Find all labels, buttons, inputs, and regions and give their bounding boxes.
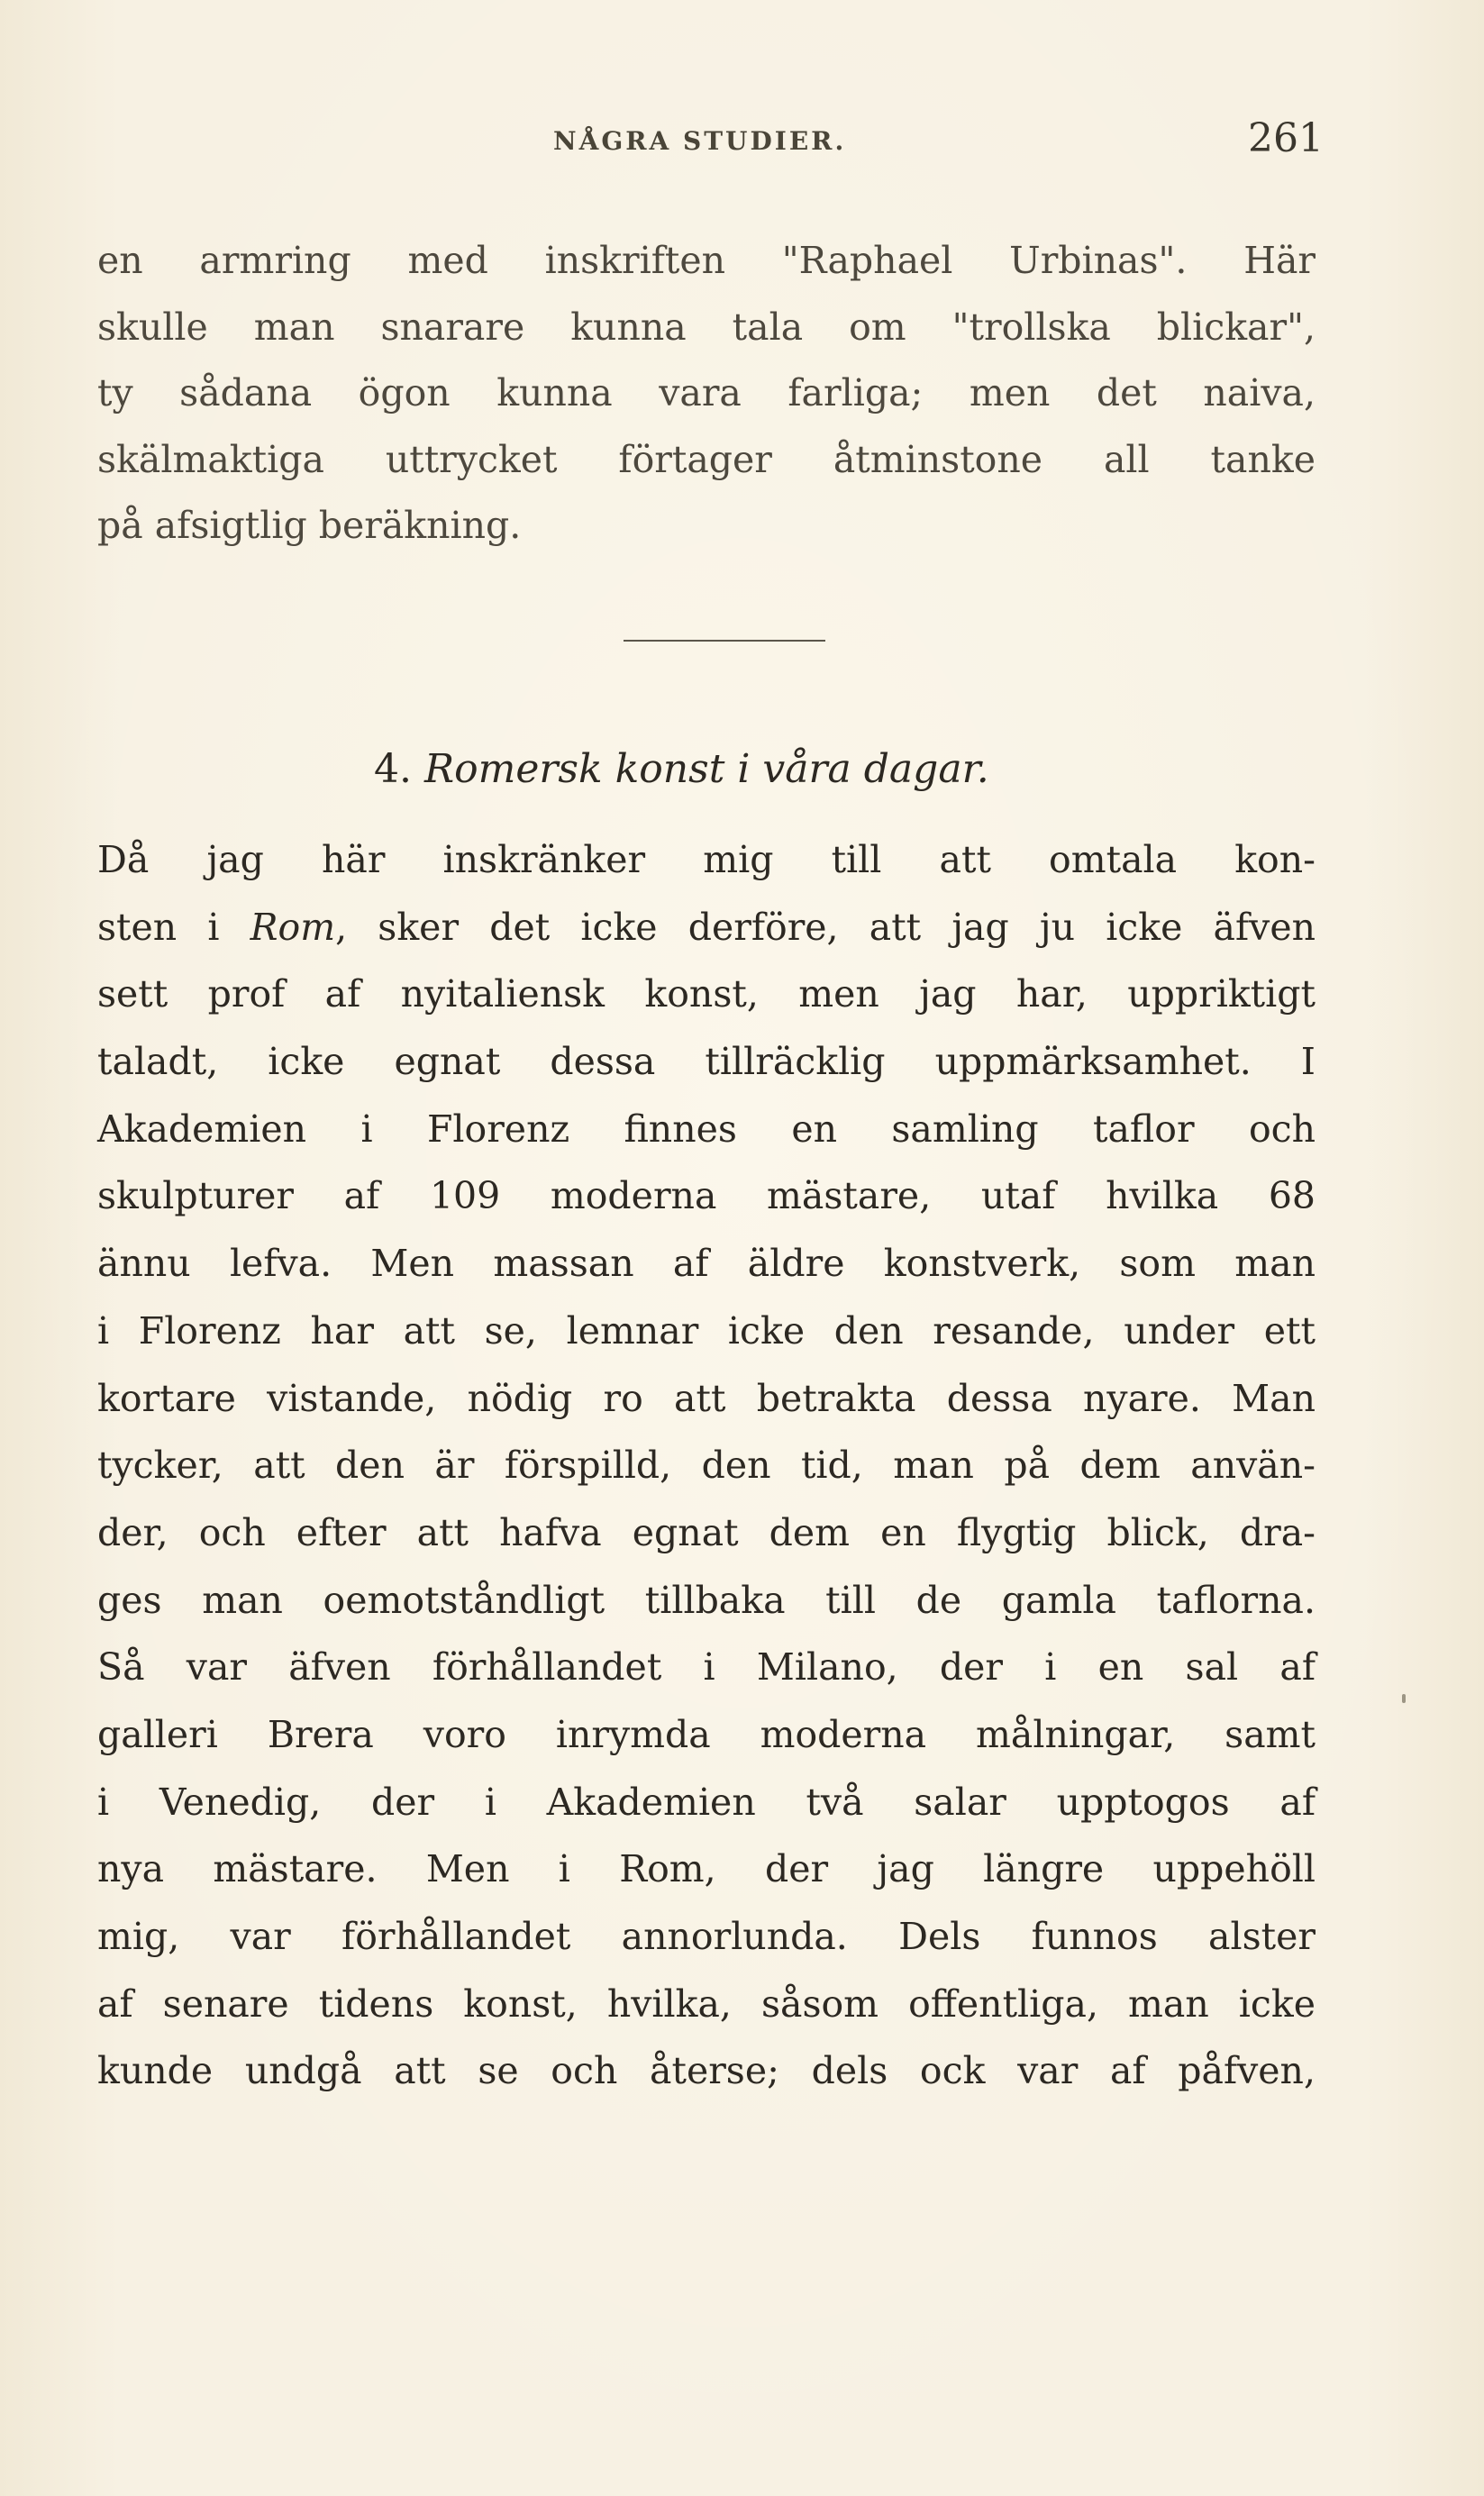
paragraph-1-line: en armring med inskriften "Raphael Urbinas". Här: [97, 239, 1316, 282]
paragraph-2-line: mig, var förhållandet annorlunda. Dels funnos alster: [97, 1915, 1316, 1958]
paragraph-2-line: der, och efter att hafva egnat dem en flygtig blick, dra-: [97, 1510, 1316, 1554]
paragraph-2-line: Akademien i Florenz finnes en samling taflor och: [97, 1107, 1316, 1151]
paragraph-2-line: sett prof af nyitaliensk konst, men jag har, uppriktigt: [97, 972, 1316, 1016]
paragraph-2-line: Så var äfven förhållandet i Milano, der i en sal af: [97, 1645, 1316, 1690]
paragraph-2-line: galleri Brera voro inrymda moderna målningar, samt: [97, 1712, 1316, 1756]
paragraph-2-line: af senare tidens konst, hvilka, såsom offentliga, man icke: [97, 1981, 1316, 2026]
paragraph-2-line: kortare vistande, nödig ro att betrakta dessa nyare. Man: [97, 1376, 1316, 1420]
page-number: 261: [1248, 115, 1324, 161]
paragraph-2-line-with-italic: [97, 895, 1316, 962]
paragraph-2-line: nya mästare. Men i Rom, der jag längre uppehöll: [97, 1847, 1316, 1891]
paragraph-2-line: ges man oemotståndligt tillbaka till de gamla taflorna.: [97, 1578, 1316, 1622]
line-text: , sker det icke derföre, att jag ju icke äfven: [335, 905, 1316, 949]
paragraph-2-line: kunde undgå att se och återse; dels ock var af påfven,: [97, 2049, 1316, 2093]
paragraph-2-line: tycker, att den är förspilld, den tid, man på dem använ-: [97, 1444, 1316, 1488]
paragraph-2-line: i Florenz har att se, lemnar icke den resande, under ett: [97, 1308, 1316, 1353]
paragraph-2-line: Då jag här inskränker mig till att omtala kon-: [97, 838, 1316, 881]
paragraph-1-line: skulle man snarare kunna tala om "trollska blickar",: [97, 305, 1316, 349]
paragraph-2-line: taladt, icke egnat dessa tillräcklig uppmärksamhet. I: [97, 1040, 1316, 1084]
paragraph-1: [97, 228, 1316, 560]
paragraph-1-line: på afsigtlig beräkning.: [97, 504, 522, 548]
paragraph-1-line: skälmaktiga uttrycket förtager åtminstone all tanke: [97, 437, 1316, 481]
section-divider: [624, 640, 825, 642]
paragraph-2-line: ännu lefva. Men massan af äldre konstverk, som man: [97, 1242, 1316, 1286]
section-number: 4.: [374, 746, 412, 792]
italic-place-name: Rom: [250, 905, 336, 949]
paper-speck: [1402, 1694, 1406, 1703]
paragraph-2: [97, 827, 1316, 2106]
line-text: sten i: [97, 905, 250, 949]
paragraph-2-line: skulpturer af 109 moderna mästare, utaf hvilka 68: [97, 1174, 1316, 1218]
paragraph-2-line: i Venedig, der i Akademien två salar upptogos af: [97, 1780, 1316, 1824]
running-head: NÅGRA STUDIER.: [553, 126, 847, 156]
section-heading: [374, 746, 989, 792]
paragraph-1-line: ty sådana ögon kunna vara farliga; men det naiva,: [97, 371, 1316, 415]
section-title: Romersk konst i våra dagar.: [423, 746, 989, 792]
